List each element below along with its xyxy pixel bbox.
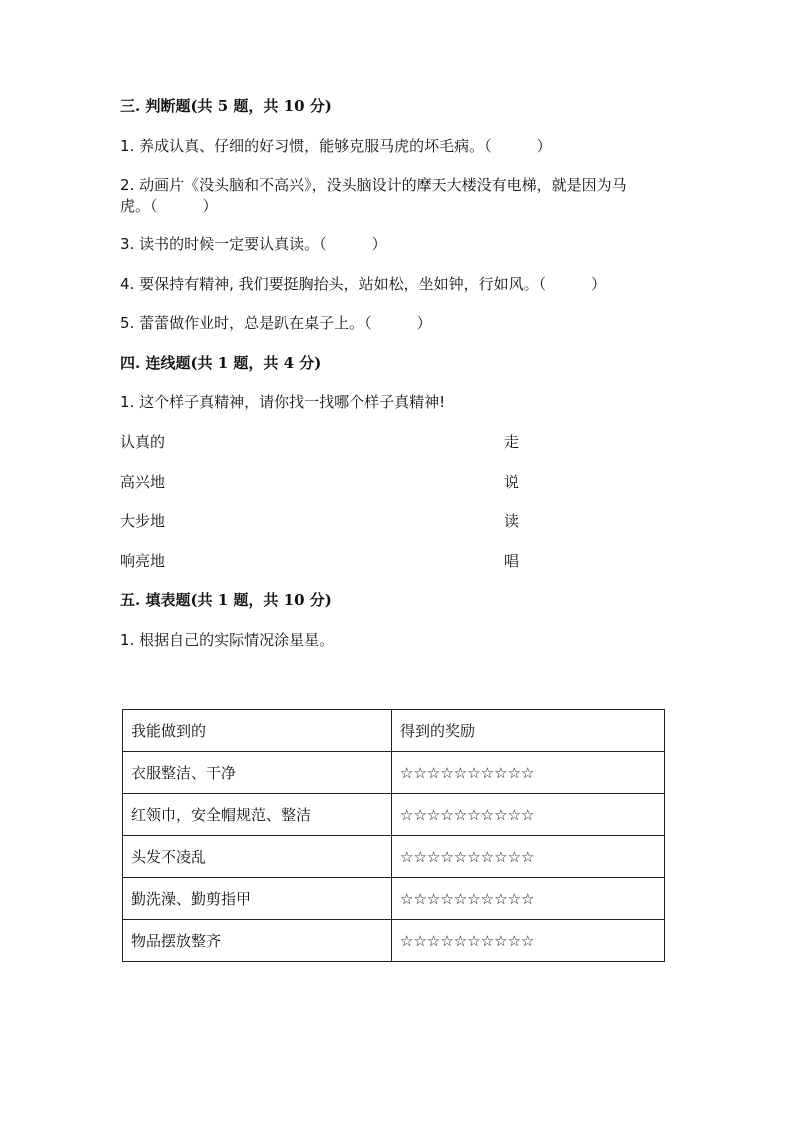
table-cell-item: 勤洗澡、勤剪指甲	[123, 878, 392, 920]
question-3-2-line1: 2. 动画片《没头脑和不高兴》，没头脑设计的摩天大楼没有电梯，就是因为马	[120, 176, 627, 194]
question-3-1: 1. 养成认真、仔细的好习惯，能够克服马虎的坏毛病。（ ）	[120, 137, 552, 155]
match-right-item: 走	[504, 433, 520, 451]
table-row	[123, 920, 665, 962]
question-3-3: 3. 读书的时候一定要认真读。（ ）	[120, 235, 387, 253]
reward-table	[122, 709, 665, 962]
match-right-item: 读	[504, 512, 520, 530]
question-3-2-line2: 虎。（ ）	[120, 197, 218, 215]
question-3-4: 4. 要保持有精神, 我们要挺胸抬头，站如松，坐如钟，行如风。（ ）	[120, 275, 607, 293]
table-cell-stars[interactable]: ☆☆☆☆☆☆☆☆☆☆	[392, 920, 665, 962]
question-4-1: 1. 这个样子真精神，请你找一找哪个样子真精神!	[120, 393, 446, 411]
match-left-item: 大步地	[120, 512, 166, 530]
table-header-row	[123, 710, 665, 752]
table-cell-stars[interactable]: ☆☆☆☆☆☆☆☆☆☆	[392, 836, 665, 878]
question-3-5: 5. 蕾蕾做作业时，总是趴在桌子上。（ ）	[120, 314, 432, 332]
table-row	[123, 836, 665, 878]
section-4-heading: 四. 连线题(共 1 题，共 4 分)	[120, 354, 322, 372]
table-cell-item: 衣服整洁、干净	[123, 752, 392, 794]
table-cell-item: 红领巾，安全帽规范、整洁	[123, 794, 392, 836]
table-header-cell: 我能做到的	[123, 710, 392, 752]
table-cell-stars[interactable]: ☆☆☆☆☆☆☆☆☆☆	[392, 794, 665, 836]
table-cell-item: 物品摆放整齐	[123, 920, 392, 962]
section-5-heading: 五. 填表题(共 1 题，共 10 分)	[120, 591, 332, 609]
match-left-item: 响亮地	[120, 552, 166, 570]
table-cell-stars[interactable]: ☆☆☆☆☆☆☆☆☆☆	[392, 878, 665, 920]
match-right-item: 唱	[504, 552, 520, 570]
table-header-cell: 得到的奖励	[392, 710, 665, 752]
table-cell-stars[interactable]: ☆☆☆☆☆☆☆☆☆☆	[392, 752, 665, 794]
match-left-item: 认真的	[120, 433, 166, 451]
question-5-1: 1. 根据自己的实际情况涂星星。	[120, 631, 335, 649]
match-right-item: 说	[504, 473, 520, 491]
section-3-heading: 三. 判断题(共 5 题，共 10 分)	[120, 97, 332, 115]
match-left-item: 高兴地	[120, 473, 166, 491]
table-row	[123, 794, 665, 836]
table-row	[123, 752, 665, 794]
table-row	[123, 878, 665, 920]
table-cell-item: 头发不凌乱	[123, 836, 392, 878]
